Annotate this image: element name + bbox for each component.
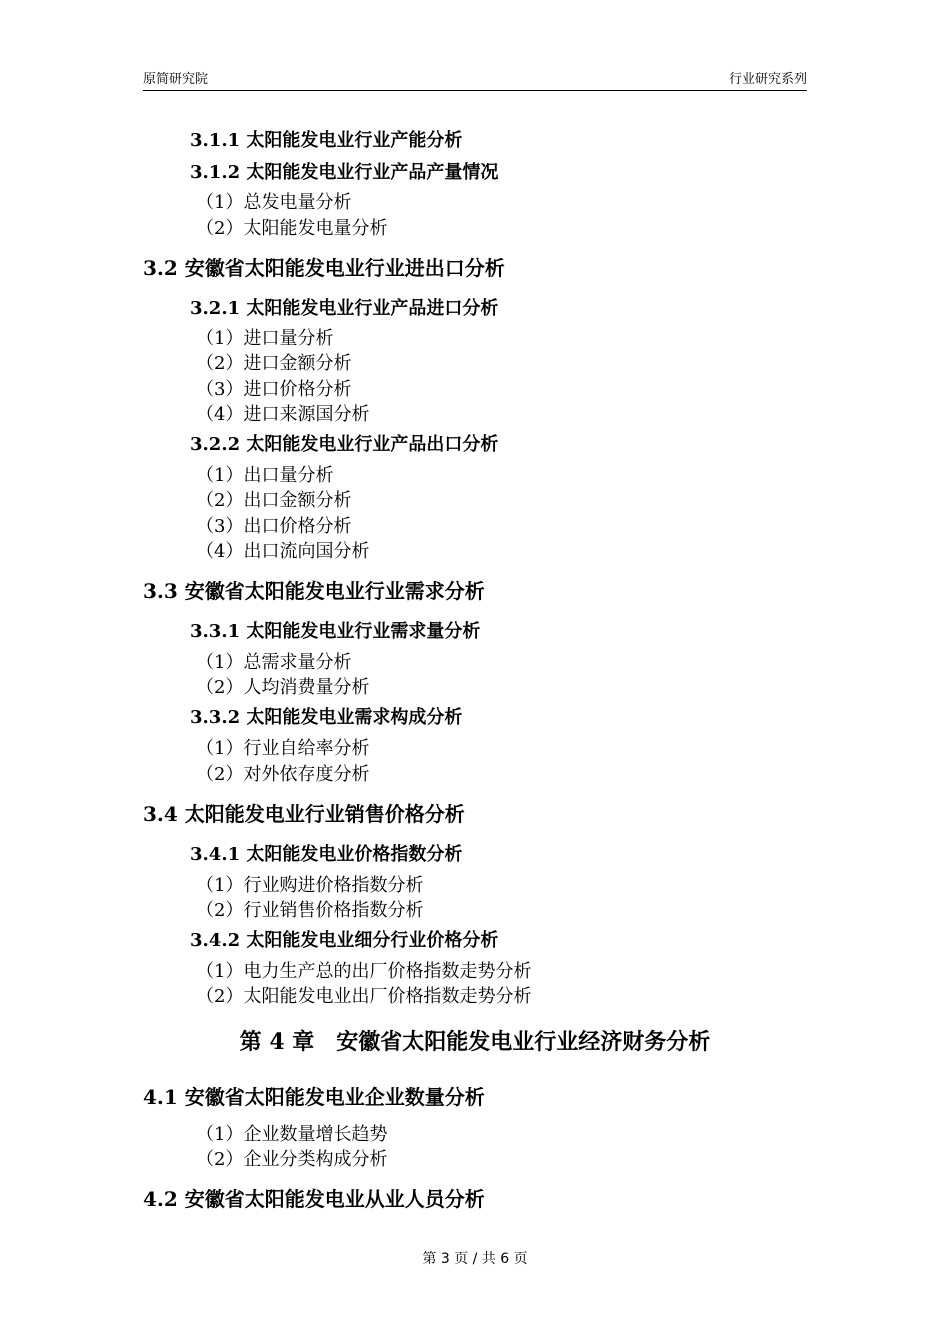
toc-entry: （2）行业销售价格指数分析 xyxy=(196,900,424,921)
toc-entry: （2）人均消费量分析 xyxy=(196,677,370,698)
toc-entry: 4.2 安徽省太阳能发电业从业人员分析 xyxy=(143,1187,485,1211)
toc-entry: （1）行业自给率分析 xyxy=(196,738,370,759)
toc-entry: 3.4 太阳能发电业行业销售价格分析 xyxy=(143,802,465,826)
toc-entry: 4.1 安徽省太阳能发电业企业数量分析 xyxy=(143,1085,485,1109)
toc-entry: （4）进口来源国分析 xyxy=(196,404,370,425)
toc-entry: （2）进口金额分析 xyxy=(196,353,352,374)
toc-entry: 3.2 安徽省太阳能发电业行业进出口分析 xyxy=(143,256,505,280)
toc-entry: （1）出口量分析 xyxy=(196,465,334,486)
toc-entry: （1）企业数量增长趋势 xyxy=(196,1124,388,1145)
chapter-title: 第 4 章 安徽省太阳能发电业行业经济财务分析 xyxy=(239,1029,711,1055)
toc-entry: （3）出口价格分析 xyxy=(196,516,352,537)
toc-entry: （1）总需求量分析 xyxy=(196,652,352,673)
header-publisher: 原简研究院 xyxy=(143,72,209,87)
toc-entry: （1）电力生产总的出厂价格指数走势分析 xyxy=(196,961,532,982)
toc-entry: 3.4.1 太阳能发电业价格指数分析 xyxy=(190,844,463,865)
toc-entry: （1）行业购进价格指数分析 xyxy=(196,875,424,896)
toc-entry: 3.2.1 太阳能发电业行业产品进口分析 xyxy=(190,298,499,319)
toc-entry: （2）出口金额分析 xyxy=(196,490,352,511)
toc-entry: （2）太阳能发电量分析 xyxy=(196,218,388,239)
toc-entry: 3.1.1 太阳能发电业行业产能分析 xyxy=(190,130,463,151)
toc-entry: （4）出口流向国分析 xyxy=(196,541,370,562)
page-number: 第 3 页 / 共 6 页 xyxy=(422,1251,528,1267)
toc-entry: 3.4.2 太阳能发电业细分行业价格分析 xyxy=(190,930,499,951)
header-series: 行业研究系列 xyxy=(728,72,807,87)
page-header xyxy=(143,66,807,91)
toc-entry: 3.2.2 太阳能发电业行业产品出口分析 xyxy=(190,434,499,455)
toc-entry: 3.3 安徽省太阳能发电业行业需求分析 xyxy=(143,579,485,603)
toc-entry: （1）进口量分析 xyxy=(196,328,334,349)
toc-entry: （1）总发电量分析 xyxy=(196,192,352,213)
toc-entry: （2）企业分类构成分析 xyxy=(196,1149,388,1170)
toc-entry: （2）太阳能发电业出厂价格指数走势分析 xyxy=(196,986,532,1007)
toc-entry: 3.1.2 太阳能发电业行业产品产量情况 xyxy=(190,162,499,183)
toc-entry: （3）进口价格分析 xyxy=(196,379,352,400)
toc-entry: 3.3.2 太阳能发电业需求构成分析 xyxy=(190,707,463,728)
toc-entry: 3.3.1 太阳能发电业行业需求量分析 xyxy=(190,621,481,642)
toc-entry: （2）对外依存度分析 xyxy=(196,764,370,785)
